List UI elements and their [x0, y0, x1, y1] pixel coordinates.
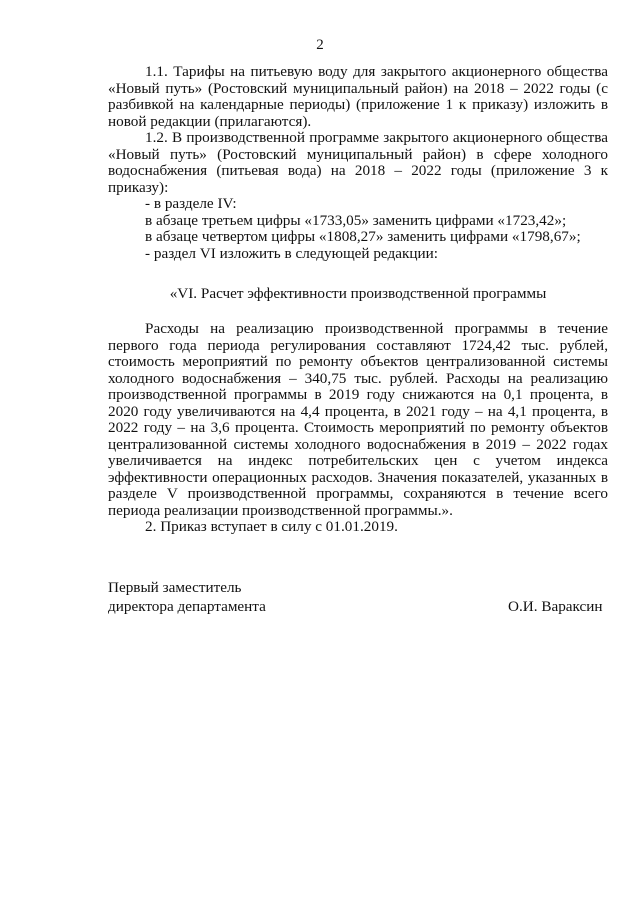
order-amendments-block [108, 64, 608, 262]
paragraph-1-1: 1.1. Тарифы на питьевую воду для закрытого акционерного общества «Новый путь» (Ростовский муниципальный район) на 2018 – 2022 годы (с разбивкой на календарные периоды) (приложение 1 к приказу) изложить в новой редакции (прилагаются). [108, 63, 608, 130]
signatory-name: О.И. Вараксин [508, 598, 603, 615]
signatory-position-line-2: директора департамента [108, 598, 266, 615]
list-item-paragraph-3-change: в абзаце третьем цифры «1733,05» заменить цифрами «1723,42»; [145, 211, 567, 229]
paragraph-1-2: 1.2. В производственной программе закрытого акционерного общества «Новый путь» (Ростовский муниципальный район) в сфере холодного водоснабжения (питьевая вода) на 2018 – 2022 годы (приложение 3 к приказу): [108, 129, 608, 196]
effective-date-paragraph: 2. Приказ вступает в силу с 01.01.2019. [145, 518, 398, 535]
page-number: 2 [316, 37, 324, 53]
section-6-block [108, 321, 608, 536]
section-title: «VI. Расчет эффективности производственной программы [169, 285, 547, 302]
efficiency-paragraph: Расходы на реализацию производственной программы в течение первого года периода регулирования составляют 1724,42 тыс. рублей, стоимость мероприятий по ремонту объектов централизованной системы холодного водоснабжения – 340,75 тыс. рублей. Расходы на реализацию производственной программы в 2019 году снижаются на 0,1 процента, в 2020 году увеличиваются на 4,4 процента, в 2021 году – на 4,1 процента, в 2022 году – на 3,6 процента. Стоимость мероприятий по ремонту объектов централизованной системы холодного водоснабжения в 2019 – 2022 годах увеличивается на индекс потребительских цен с учетом индекса эффективности операционных расходов. Значения показателей, указанных в разделе V производственной программы, сохраняются в течение всего периода реализации производственной программы.». [108, 320, 608, 519]
list-item-section-4: - в разделе IV: [145, 195, 237, 212]
list-item-section-6: - раздел VI изложить в следующей редакции: [145, 244, 438, 262]
signatory-position-line-1: Первый заместитель [108, 579, 242, 596]
signatory-position [108, 578, 266, 616]
list-item-paragraph-4-change: в абзаце четвертом цифры «1808,27» заменить цифрами «1798,67»; [145, 228, 581, 245]
